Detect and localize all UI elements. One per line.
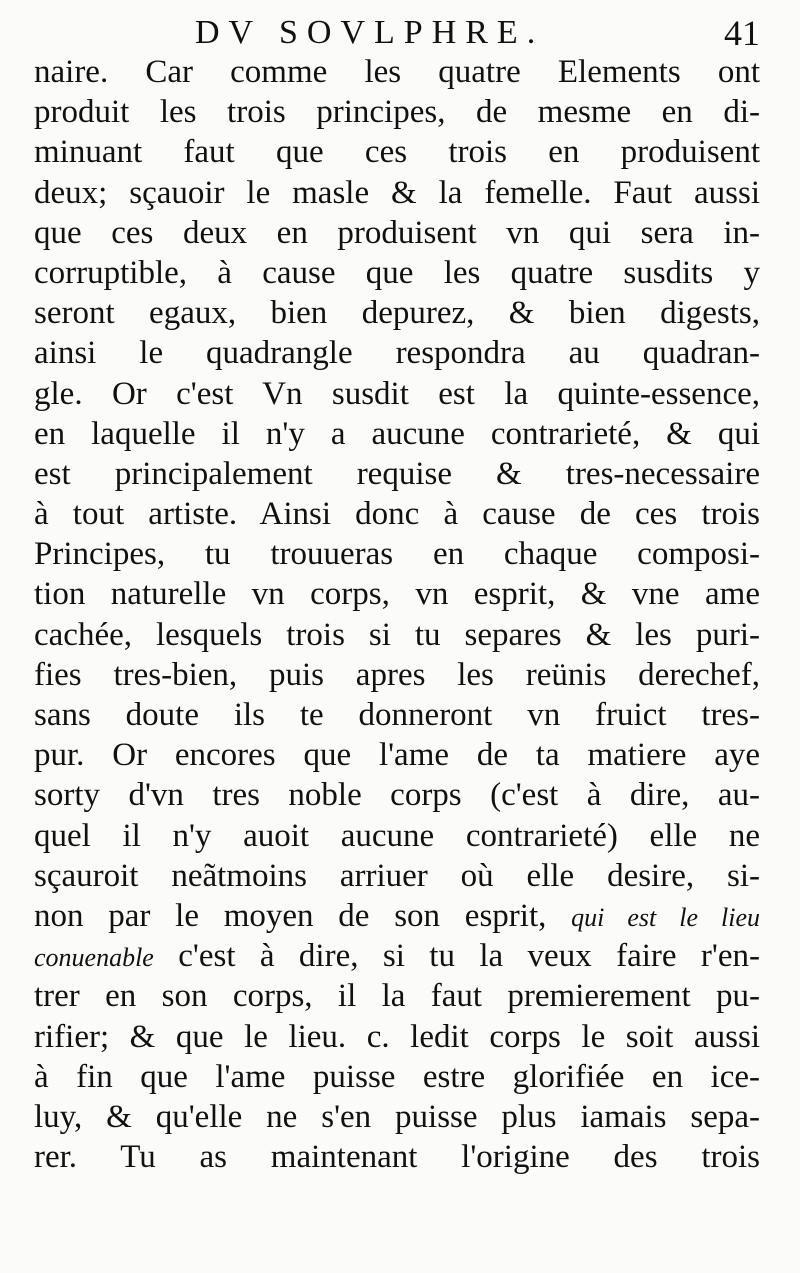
text-line: minuant faut que ces trois en produisent [34, 134, 760, 171]
running-title: DV SOVLPHRE. [195, 14, 545, 51]
page-number: 41 [724, 13, 760, 53]
text-line: quel il n'y auoit aucune contrarieté) elle ne [34, 817, 760, 854]
text-line: tion naturelle vn corps, vn esprit, & vne ame [34, 576, 760, 613]
text-line: ainsi le quadrangle respondra au quadran- [34, 335, 760, 372]
text-line: naire. Car comme les quatre Elements ont [34, 54, 760, 90]
body-text [34, 52, 760, 1177]
text-line: pur. Or encores que l'ame de ta matiere aye [34, 737, 760, 774]
text-segment: c'est à dire, si tu la veux faire r'en- [153, 938, 760, 975]
text-line: en laquelle il n'y a aucune contrarieté, & qui [34, 415, 760, 452]
text-line: corruptible, à cause que les quatre susdits y [34, 254, 760, 291]
text-segment: non par le moyen de son esprit, [34, 897, 572, 934]
text-line: rifier; & que le lieu. c. ledit corps le soit aussi [34, 1018, 760, 1055]
page-header [30, 10, 760, 54]
italic-segment: qui est le lieu [571, 902, 760, 932]
text-line: que ces deux en produisent vn qui sera in- [34, 214, 760, 251]
text-line: fies tres-bien, puis apres les reünis derechef, [34, 656, 760, 693]
text-line: gle. Or c'est Vn susdit est la quinte-essence, [34, 375, 760, 412]
text-line: produit les trois principes, de mesme en di- [34, 94, 760, 131]
text-line: cachée, lesquels trois si tu separes & les puri- [34, 616, 760, 653]
text-line: trer en son corps, il la faut premierement pu- [34, 978, 760, 1015]
text-line [34, 896, 760, 936]
text-line: sorty d'vn tres noble corps (c'est à dire, au- [34, 777, 760, 814]
text-line [34, 936, 760, 976]
text-line: deux; sçauoir le masle & la femelle. Faut aussi [34, 174, 760, 211]
text-line: sans doute ils te donneront vn fruict tres- [34, 697, 760, 733]
text-line: seront egaux, bien depurez, & bien digests, [34, 295, 760, 332]
text-line: à tout artiste. Ainsi donc à cause de ces trois [34, 496, 760, 533]
text-line: sçauroit neãtmoins arriuer où elle desire, si- [34, 857, 760, 894]
text-line: Principes, tu trouueras en chaque composi- [34, 536, 760, 573]
text-line: rer. Tu as maintenant l'origine des trois [34, 1139, 760, 1176]
text-line: est principalement requise & tres-necessaire [34, 455, 760, 492]
text-line: à fin que l'ame puisse estre glorifiée en ice- [34, 1058, 760, 1095]
italic-segment: conuenable [34, 943, 154, 973]
text-line: luy, & qu'elle ne s'en puisse plus iamais sepa- [34, 1098, 760, 1135]
